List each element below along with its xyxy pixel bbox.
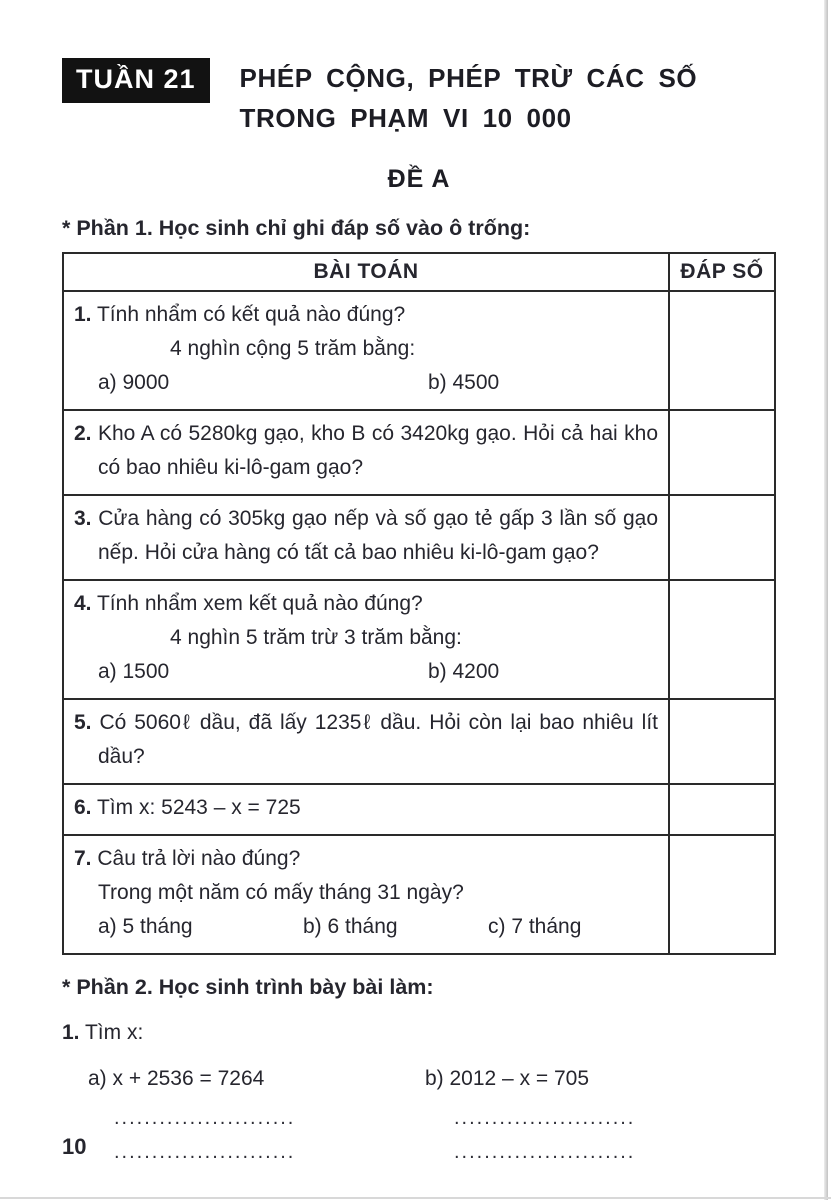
problem-text: Cửa hàng có 305kg gạo nếp và số gạo tẻ gấp 3 lần số gạo nếp. Hỏi cửa hàng có tất cả bao nhiêu ki-lô-gam gạo?: [98, 506, 658, 564]
problem-line: [62, 1016, 776, 1050]
problem-cell-2: [63, 410, 669, 495]
problem-number: 4.: [74, 591, 92, 615]
equations-row: [62, 1062, 776, 1096]
column-header-problem: BÀI TOÁN: [63, 253, 669, 291]
page-title: [240, 58, 698, 139]
problem-subline: Trong một năm có mấy tháng 31 ngày?: [98, 880, 464, 904]
problem-number: 1.: [74, 302, 92, 326]
page-number: 10: [62, 1134, 87, 1159]
scan-edge-bottom: [0, 1197, 831, 1199]
answer-box-2: [669, 410, 775, 495]
problem-number: 1.: [62, 1020, 80, 1044]
answer-box-6: [669, 784, 775, 835]
table-row: [63, 291, 775, 410]
problem-cell-6: [63, 784, 669, 835]
answer-box-5: [669, 699, 775, 784]
table-row: [63, 784, 775, 835]
table-header-row: [63, 253, 775, 291]
part1-heading: * Phần 1. Học sinh chỉ ghi đáp số vào ô trống:: [62, 215, 531, 240]
answer-box-3: [669, 495, 775, 580]
problem-text: Tính nhẩm xem kết quả nào đúng?: [96, 591, 423, 615]
equation-b: b) 2012 – x = 705: [425, 1066, 590, 1090]
problem-cell-3: [63, 495, 669, 580]
page-title-line2: TRONG PHẠM VI 10 000: [239, 103, 572, 134]
header: [62, 58, 776, 139]
option-label: b) 4500: [428, 370, 500, 394]
answer-dots: ........................: [454, 1140, 636, 1163]
answer-box-4: [669, 580, 775, 699]
problem-line: [74, 417, 658, 485]
problem-line: [74, 791, 658, 825]
problem-number: 5.: [74, 710, 92, 734]
scan-edge-right: [824, 0, 828, 1200]
part2-section: [62, 975, 776, 1164]
options-row: [74, 910, 658, 944]
problem-cell-1: [63, 291, 669, 410]
problem-line: [74, 842, 658, 876]
answer-dots: ........................: [114, 1106, 296, 1129]
problem-line: [74, 706, 658, 774]
problem-text: Tìm x:: [84, 1020, 144, 1044]
answer-dots: ........................: [454, 1106, 636, 1129]
problem-line: [74, 502, 658, 570]
table-row: [63, 699, 775, 784]
problem-text: Kho A có 5280kg gạo, kho B có 3420kg gạo. Hỏi cả hai kho có bao nhiêu ki-lô-gam gạo?: [97, 421, 658, 479]
problem-number: 2.: [74, 421, 92, 445]
problem-text: Tìm x: 5243 – x = 725: [96, 795, 301, 819]
problem-cell-5: [63, 699, 669, 784]
options-row: [74, 655, 658, 689]
option-label: a) 9000: [98, 370, 170, 394]
table-row: [63, 495, 775, 580]
problem-number: 7.: [74, 846, 92, 870]
problem-subline: 4 nghìn 5 trăm trừ 3 trăm bằng:: [170, 625, 462, 649]
answer-box-1: [669, 291, 775, 410]
option-label: a) 5 tháng: [98, 914, 193, 938]
answer-dots-row: [62, 1106, 776, 1130]
page-title-line1: PHÉP CỘNG, PHÉP TRỪ CÁC SỐ: [239, 63, 698, 93]
equation-a: a) x + 2536 = 7264: [88, 1066, 265, 1090]
answer-dots: ........................: [114, 1140, 296, 1163]
problem-number: 3.: [74, 506, 92, 530]
week-badge: TUẦN 21: [62, 58, 210, 103]
problem-text: Câu trả lời nào đúng?: [97, 846, 301, 870]
part2-item-1: [62, 1016, 776, 1164]
options-row: [74, 366, 658, 400]
problem-number: 6.: [74, 795, 92, 819]
problem-line: [74, 587, 658, 621]
option-label: c) 7 tháng: [488, 914, 582, 938]
table-row: [63, 580, 775, 699]
part2-heading: * Phần 2. Học sinh trình bày bài làm:: [62, 974, 434, 999]
problem-cell-7: [63, 835, 669, 954]
problems-table: [62, 252, 776, 955]
problem-cell-4: [63, 580, 669, 699]
option-label: a) 1500: [98, 659, 170, 683]
exam-label: ĐỀ A: [387, 164, 451, 193]
table-row: [63, 410, 775, 495]
problem-text: Tính nhẩm có kết quả nào đúng?: [96, 302, 406, 326]
column-header-answer: ĐÁP SỐ: [669, 253, 775, 291]
table-row: [63, 835, 775, 954]
problem-text: Có 5060ℓ dầu, đã lấy 1235ℓ dầu. Hỏi còn lại bao nhiêu lít dầu?: [98, 710, 658, 768]
answer-box-7: [669, 835, 775, 954]
option-label: b) 4200: [428, 659, 500, 683]
problem-line: [74, 298, 658, 332]
problem-subline: 4 nghìn cộng 5 trăm bằng:: [170, 336, 416, 360]
answer-dots-row: [62, 1140, 776, 1164]
option-label: b) 6 tháng: [303, 914, 398, 938]
